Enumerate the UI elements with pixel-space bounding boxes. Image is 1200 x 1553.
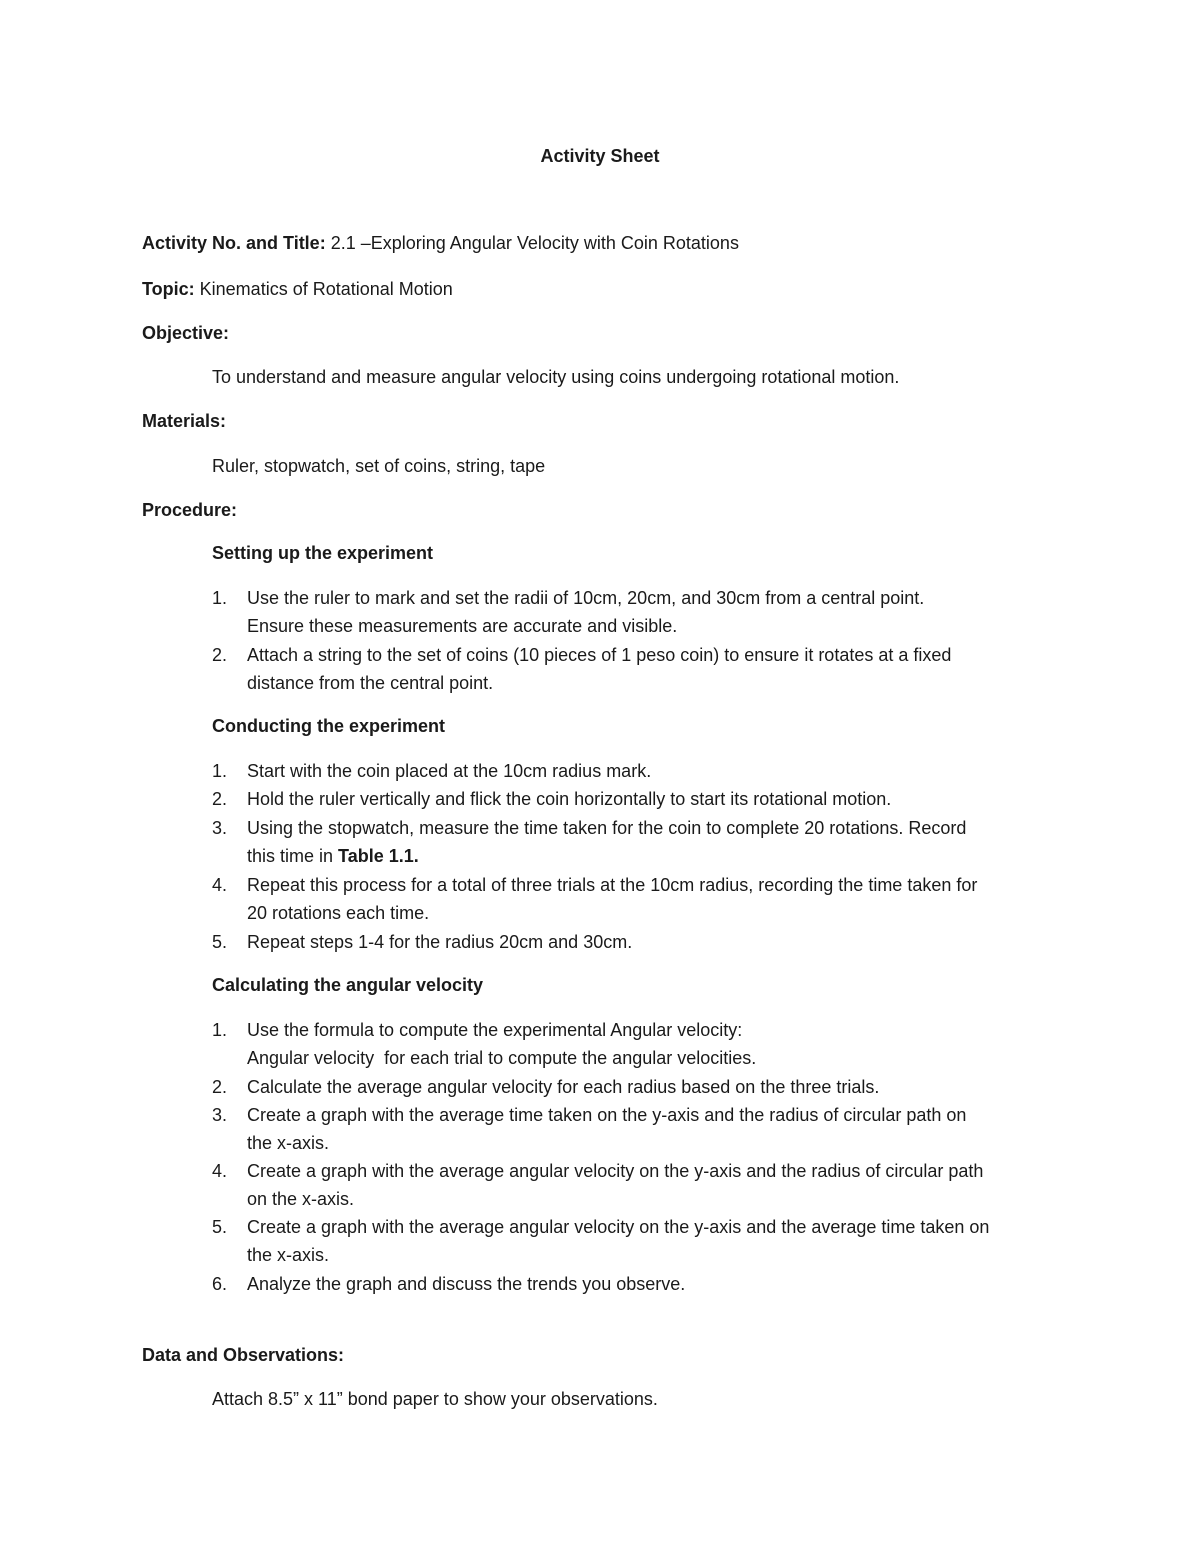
conduct-item-text: Repeat steps 1-4 for the radius 20cm and 30cm. <box>247 932 633 952</box>
data-observations-label: Data and Observations: <box>142 1345 345 1365</box>
activity-line <box>142 231 739 255</box>
calc-item-number: 5. <box>212 1217 228 1237</box>
calc-item-number: 4. <box>212 1161 228 1181</box>
procedure-label: Procedure: <box>142 500 238 520</box>
table-reference: Table 1.1. <box>338 846 419 866</box>
setup-heading: Setting up the experiment <box>212 543 434 563</box>
calc-item-number: 6. <box>212 1274 228 1294</box>
calc-item-text: Create a graph with the average angular velocity on the y-axis and the average time taken on <box>247 1217 990 1237</box>
conduct-item-number: 4. <box>212 875 228 895</box>
calc-heading: Calculating the angular velocity <box>212 975 484 995</box>
conduct-item-text-cont <box>247 844 419 868</box>
setup-item-text: Use the ruler to mark and set the radii of 10cm, 20cm, and 30cm from a central point. <box>247 588 925 608</box>
setup-item-number: 2. <box>212 645 228 665</box>
conduct-item-number: 2. <box>212 789 228 809</box>
topic-value: Kinematics of Rotational Motion <box>194 279 453 299</box>
calc-item-text-cont: the x-axis. <box>247 1133 330 1153</box>
materials-label: Materials: <box>142 411 227 431</box>
conduct-item-text: Start with the coin placed at the 10cm radius mark. <box>247 761 652 781</box>
conduct-heading: Conducting the experiment <box>212 716 446 736</box>
calc-item-text-cont: the x-axis. <box>247 1245 330 1265</box>
setup-item-number: 1. <box>212 588 228 608</box>
page-title: Activity Sheet <box>540 146 660 166</box>
objective-label: Objective: <box>142 323 230 343</box>
materials-text: Ruler, stopwatch, set of coins, string, tape <box>212 456 546 476</box>
conduct-item-text: Repeat this process for a total of three trials at the 10cm radius, recording the time taken for <box>247 875 978 895</box>
objective-text: To understand and measure angular velocity using coins undergoing rotational motion. <box>212 367 900 387</box>
topic-line <box>142 277 453 301</box>
calc-item-text: Create a graph with the average angular velocity on the y-axis and the radius of circular path <box>247 1161 984 1181</box>
calc-item-text: Analyze the graph and discuss the trends you observe. <box>247 1274 686 1294</box>
setup-item-text: Attach a string to the set of coins (10 pieces of 1 peso coin) to ensure it rotates at a fixed <box>247 645 952 665</box>
conduct-item-text: Using the stopwatch, measure the time taken for the coin to complete 20 rotations. Record <box>247 818 967 838</box>
conduct-item-number: 1. <box>212 761 228 781</box>
activity-value: 2.1 –Exploring Angular Velocity with Coin Rotations <box>325 233 739 253</box>
conduct-item-number: 3. <box>212 818 228 838</box>
calc-item-number: 2. <box>212 1077 228 1097</box>
conduct-item-text: Hold the ruler vertically and flick the coin horizontally to start its rotational motion. <box>247 789 892 809</box>
conduct-item-number: 5. <box>212 932 228 952</box>
activity-label: Activity No. and Title: <box>142 233 326 253</box>
calc-item-text: Calculate the average angular velocity for each radius based on the three trials. <box>247 1077 880 1097</box>
topic-label: Topic: <box>142 279 195 299</box>
setup-item-text-cont: distance from the central point. <box>247 673 494 693</box>
setup-item-text-cont: Ensure these measurements are accurate and visible. <box>247 616 678 636</box>
conduct-item-text-cont: 20 rotations each time. <box>247 903 430 923</box>
conduct-item-text-pre: this time in <box>247 846 339 866</box>
calc-item-text-cont: Angular velocity for each trial to compute the angular velocities. <box>247 1048 757 1068</box>
calc-item-text: Use the formula to compute the experimental Angular velocity: <box>247 1020 743 1040</box>
data-observations-text: Attach 8.5” x 11” bond paper to show your observations. <box>212 1389 658 1409</box>
calc-item-text: Create a graph with the average time taken on the y-axis and the radius of circular path on <box>247 1105 967 1125</box>
calc-item-number: 3. <box>212 1105 228 1125</box>
calc-item-text-cont: on the x-axis. <box>247 1189 355 1209</box>
calc-item-number: 1. <box>212 1020 228 1040</box>
